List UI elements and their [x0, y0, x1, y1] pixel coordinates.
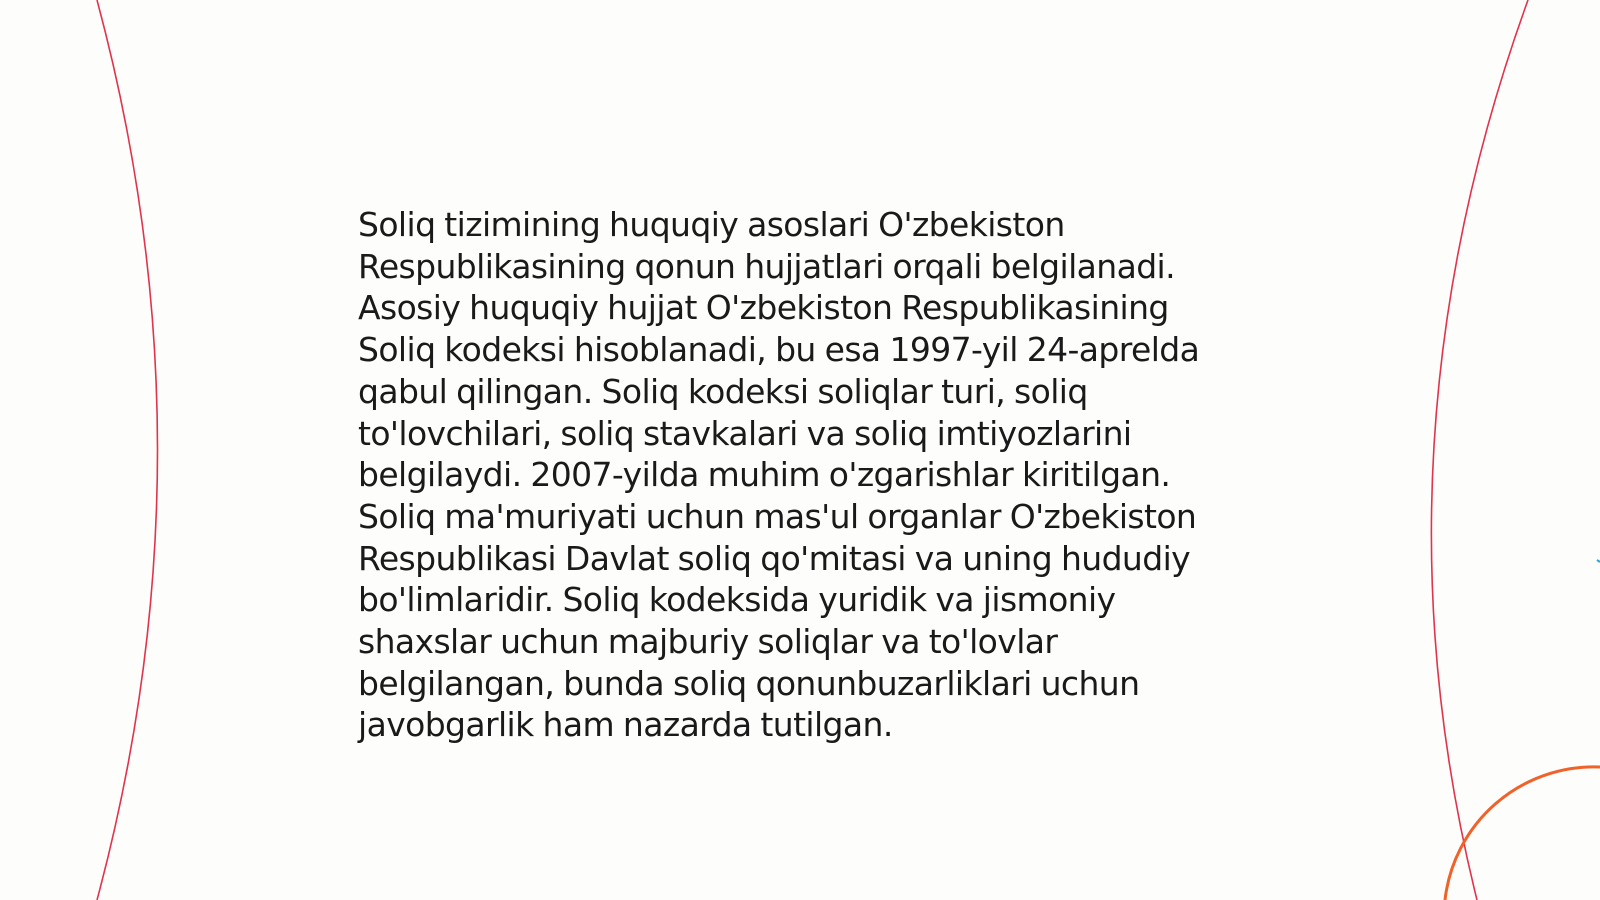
body-line: Soliq tizimining huquqiy asoslari O'zbekiston	[358, 205, 1065, 244]
body-line: Respublikasining qonun hujjatlari orqali belgilanadi.	[358, 246, 1175, 286]
right-arc-line	[1431, 0, 1528, 900]
body-line: belgilaydi. 2007-yilda muhim o'zgarishlar kiritilgan.	[358, 455, 1171, 495]
body-line: bo'limlaridir. Soliq kodeksida yuridik va jismoniy	[358, 580, 1116, 620]
body-line: Asosiy huquqiy hujjat O'zbekiston Respublikasining	[358, 288, 1169, 328]
body-paragraph	[358, 204, 1238, 746]
body-line: shaxslar uchun majburiy soliqlar va to'lovlar	[358, 622, 1058, 662]
body-line: qabul qilingan. Soliq kodeksi soliqlar turi, soliq	[358, 371, 1088, 411]
body-line: Respublikasi Davlat soliq qo'mitasi va uning hududiy	[358, 538, 1191, 578]
body-line: Soliq kodeksi hisoblanadi, bu esa 1997-yil 24-aprelda	[358, 330, 1200, 370]
body-line: to'lovchilari, soliq stavkalari va soliq imtiyozlarini	[358, 413, 1132, 453]
left-arc-line	[97, 0, 158, 900]
body-line: Soliq ma'muriyati uchun mas'ul organlar O'zbekiston	[358, 496, 1197, 536]
bottom-right-circle-arc	[1445, 767, 1600, 900]
body-line: belgilangan, bunda soliq qonunbuzarliklari uchun	[358, 663, 1140, 703]
body-line: javobgarlik ham nazarda tutilgan.	[358, 705, 893, 745]
